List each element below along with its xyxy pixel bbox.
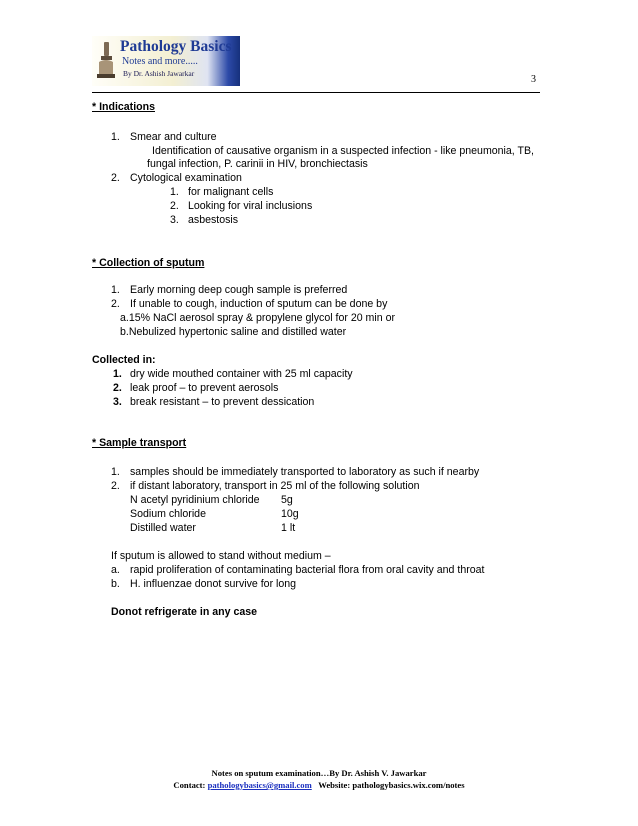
list-number: 1. bbox=[113, 368, 122, 380]
list-item: break resistant – to prevent dessication bbox=[130, 396, 315, 408]
list-item: samples should be immediately transported to laboratory as such if nearby bbox=[130, 466, 480, 478]
page-number: 3 bbox=[531, 74, 536, 85]
list-number: 3. bbox=[113, 396, 122, 408]
transport-heading: * Sample transport bbox=[92, 437, 187, 449]
list-item: H. influenzae donot survive for long bbox=[130, 578, 297, 590]
method-item: b.Nebulized hypertonic saline and distilled water bbox=[120, 326, 347, 338]
list-item-detail: Identification of causative organism in a suspected infection - like pneumonia, TB, bbox=[152, 145, 534, 157]
pathology-basics-logo bbox=[92, 36, 240, 86]
list-letter: b. bbox=[111, 578, 120, 590]
solution-name: Sodium chloride bbox=[130, 508, 206, 520]
solution-name: N acetyl pyridinium chloride bbox=[130, 494, 260, 506]
list-number: 2. bbox=[111, 298, 120, 310]
sublist-item: asbestosis bbox=[188, 214, 239, 226]
list-number: 1. bbox=[111, 466, 120, 478]
list-number: 1. bbox=[111, 131, 120, 143]
footer-contact bbox=[0, 779, 638, 791]
list-item: Smear and culture bbox=[130, 131, 217, 143]
footer-title: Notes on sputum examination…By Dr. Ashish V. Jawarkar bbox=[211, 768, 427, 778]
list-item: rapid proliferation of contaminating bacterial flora from oral cavity and throat bbox=[130, 564, 485, 576]
solution-name: Distilled water bbox=[130, 522, 196, 534]
list-item: if distant laboratory, transport in 25 ml of the following solution bbox=[130, 480, 420, 492]
sublist-item: Looking for viral inclusions bbox=[188, 200, 313, 212]
list-item: If unable to cough, induction of sputum can be done by bbox=[130, 298, 388, 310]
solution-amount: 10g bbox=[281, 508, 299, 520]
sublist-number: 2. bbox=[170, 200, 179, 212]
list-number: 2. bbox=[111, 480, 120, 492]
list-item-detail: fungal infection, P. carinii in HIV, bronchiectasis bbox=[147, 158, 368, 170]
method-item: a.15% NaCl aerosol spray & propylene glycol for 20 min or bbox=[120, 312, 395, 324]
list-number: 2. bbox=[113, 382, 122, 394]
list-item: Early morning deep cough sample is preferred bbox=[130, 284, 348, 296]
solution-amount: 1 lt bbox=[281, 522, 296, 534]
list-letter: a. bbox=[111, 564, 120, 576]
no-medium-intro: If sputum is allowed to stand without medium – bbox=[111, 550, 331, 562]
refrigeration-warning: Donot refrigerate in any case bbox=[111, 606, 258, 618]
logo-subtitle: Notes and more..... bbox=[122, 56, 198, 67]
collection-heading: * Collection of sputum bbox=[92, 257, 205, 269]
list-item: Cytological examination bbox=[130, 172, 242, 184]
sublist-number: 1. bbox=[170, 186, 179, 198]
microscope-icon bbox=[95, 40, 117, 80]
logo-author: By Dr. Ashish Jawarkar bbox=[123, 69, 195, 78]
header-divider bbox=[92, 92, 540, 93]
indications-heading: * Indications bbox=[92, 101, 155, 113]
sublist-number: 3. bbox=[170, 214, 179, 226]
sublist-item: for malignant cells bbox=[188, 186, 274, 198]
website-label: Website: pathologybasics.wix.com/notes bbox=[318, 780, 465, 790]
solution-amount: 5g bbox=[281, 494, 293, 506]
list-number: 2. bbox=[111, 172, 120, 184]
collected-in-heading: Collected in: bbox=[92, 354, 156, 366]
contact-label: Contact: bbox=[173, 780, 208, 790]
list-item: leak proof – to prevent aerosols bbox=[130, 382, 279, 394]
logo-title: Pathology Basics bbox=[120, 38, 232, 55]
email-link[interactable]: pathologybasics@gmail.com bbox=[207, 780, 312, 790]
list-item: dry wide mouthed container with 25 ml capacity bbox=[130, 368, 353, 380]
list-number: 1. bbox=[111, 284, 120, 296]
